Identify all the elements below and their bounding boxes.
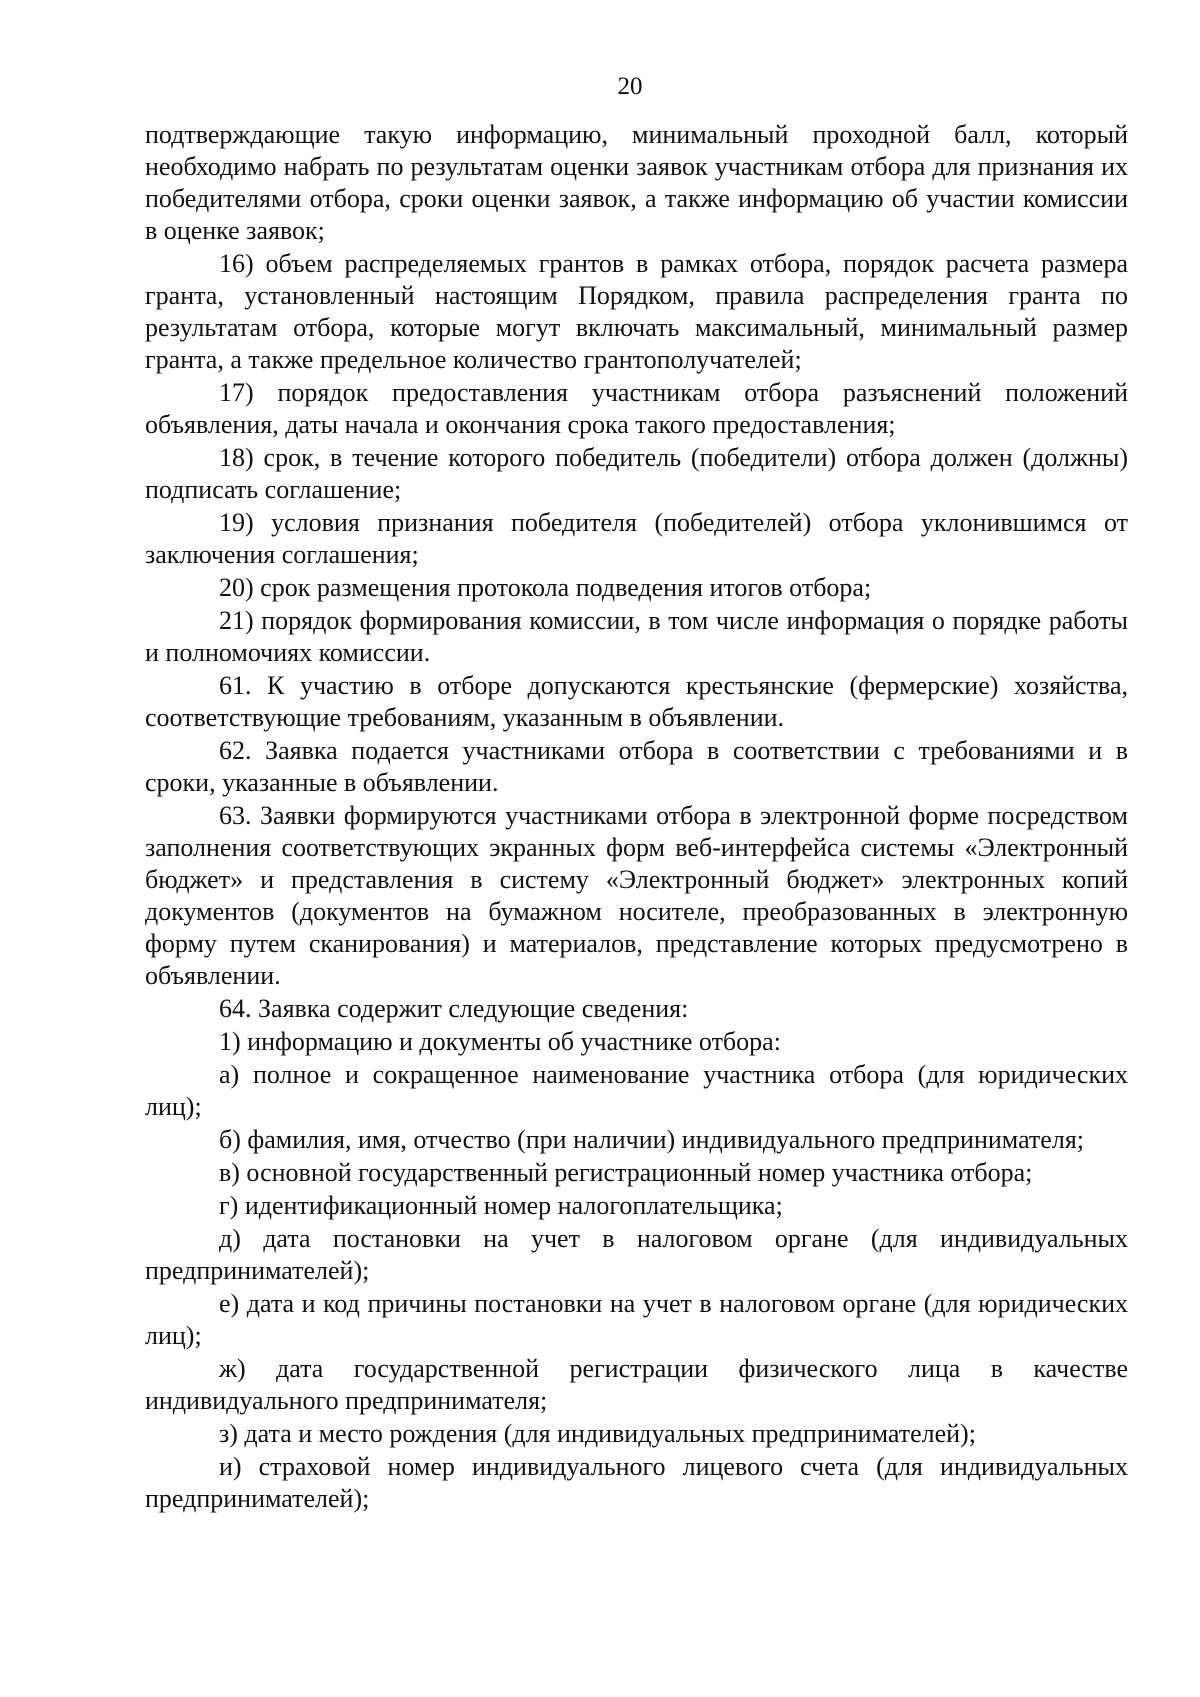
paragraph-section-64: 64. Заявка содержит следующие сведения: (219, 994, 689, 1023)
paragraph-subitem-1: 1) информацию и документы об участнике отбора: (219, 1027, 781, 1056)
paragraph-section-63: 63. Заявки формируются участниками отбора в электронной форме посредством заполнения соответствующих экранных форм веб-интерфейса системы «Электронный бюджет» и представления в систему «Электронный бюджет» электронных копий документов (документов на бумажном носителе, преобразованных в электронную форму путем сканирования) и материалов, представление которых предусмотрено в объявлении. (145, 801, 1128, 990)
paragraph-item-18: 18) срок, в течение которого победитель (победители) отбора должен (должны) подписать соглашение; (145, 443, 1128, 504)
paragraph-subitem-d: д) дата постановки на учет в налоговом органе (для индивидуальных предпринимателей); (145, 1224, 1128, 1285)
paragraph-subitem-e: е) дата и код причины постановки на учет в налоговом органе (для юридических лиц); (145, 1289, 1128, 1350)
paragraph-subitem-v: в) основной государственный регистрационный номер участника отбора; (219, 1158, 1033, 1187)
paragraph-item-16: 16) объем распределяемых грантов в рамках отбора, порядок расчета размера гранта, установленный настоящим Порядком, правила распределения гранта по результатам отбора, которые могут включать максимальный, минимальный размер гранта, а также предельное количество грантополучателей; (145, 249, 1128, 374)
paragraph-item-21: 21) порядок формирования комиссии, в том числе информация о порядке работы и полномочиях комиссии. (145, 606, 1128, 667)
paragraph-subitem-a: а) полное и сокращенное наименование участника отбора (для юридических лиц); (145, 1060, 1128, 1121)
paragraph-continuation: подтверждающие такую информацию, минимальный проходной балл, который необходимо набрать по результатам оценки заявок участникам отбора для признания их победителями отбора, сроки оценки заявок, а также информацию об участии комиссии в оценке заявок; (145, 120, 1128, 245)
paragraph-item-17: 17) порядок предоставления участникам отбора разъяснений положений объявления, даты начала и окончания срока такого предоставления; (145, 378, 1128, 439)
paragraph-subitem-b: б) фамилия, имя, отчество (при наличии) индивидуального предпринимателя; (219, 1125, 1084, 1154)
paragraph-subitem-i: и) страховой номер индивидуального лицевого счета (для индивидуальных предпринимателей); (145, 1452, 1128, 1513)
paragraph-item-19: 19) условия признания победителя (победителей) отбора уклонившимся от заключения соглашения; (145, 508, 1128, 569)
paragraph-section-62: 62. Заявка подается участниками отбора в соответствии с требованиями и в сроки, указанные в объявлении. (145, 736, 1128, 797)
paragraph-item-20: 20) срок размещения протокола подведения итогов отбора; (219, 573, 872, 602)
paragraph-subitem-z: з) дата и место рождения (для индивидуальных предпринимателей); (219, 1419, 976, 1448)
page-number: 20 (617, 73, 643, 100)
document-body (145, 119, 1128, 1516)
paragraph-subitem-zh: ж) дата государственной регистрации физического лица в качестве индивидуального предпринимателя; (145, 1354, 1128, 1415)
paragraph-section-61: 61. К участию в отборе допускаются крестьянские (фермерские) хозяйства, соответствующие требованиям, указанным в объявлении. (145, 671, 1128, 732)
paragraph-subitem-g: г) идентификационный номер налогоплательщика; (219, 1191, 783, 1220)
